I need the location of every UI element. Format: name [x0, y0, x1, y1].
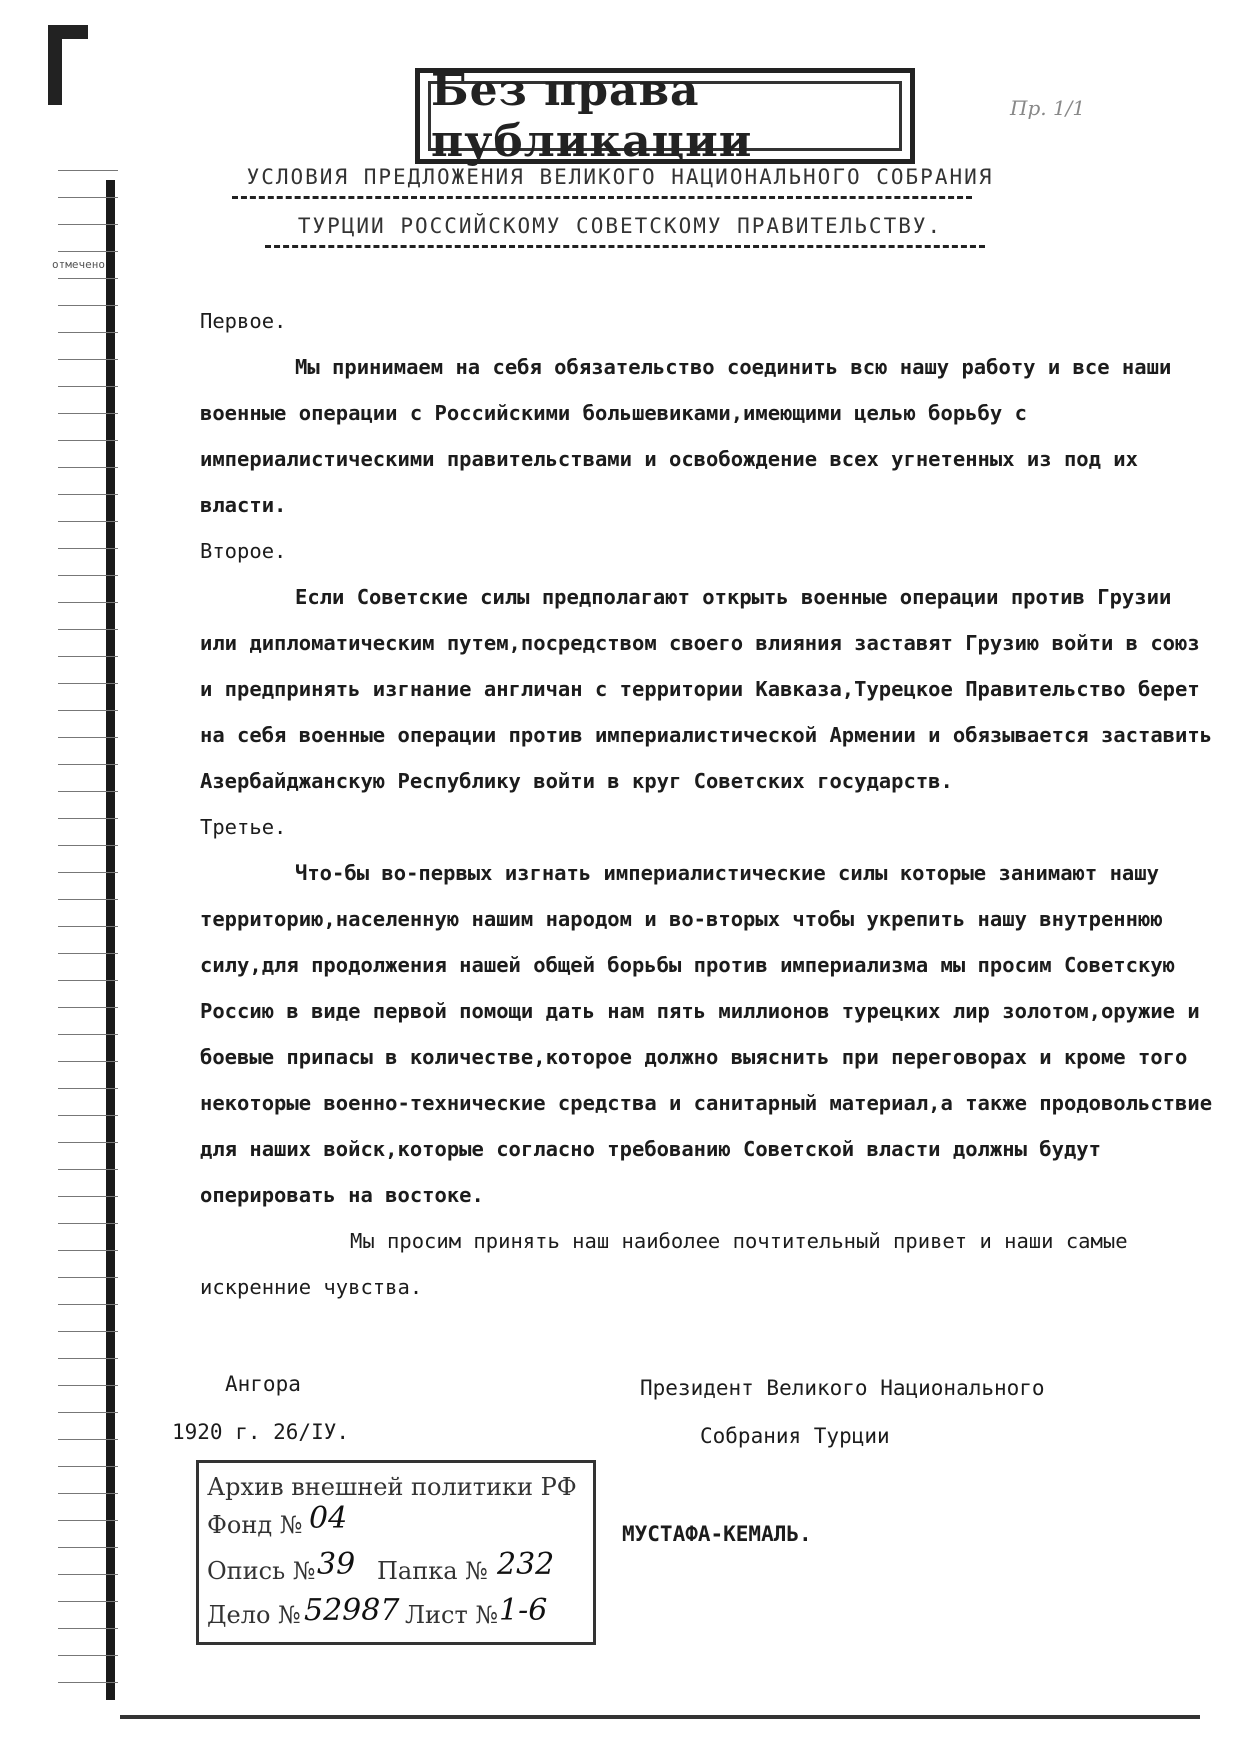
section-paragraph-2: Если Советские силы предполагают открыть военные операции против Грузии или дипломатическим путем,посредством своего влияния заставят Грузию войти в союз и предпринять изгнание англичан с территории Кавказа,Турецкое Правительство берет на себя военные операции против империалистической Армении и обязывается заставить Азербайджанскую Республику войти в круг Советских государств.	[200, 585, 1213, 793]
binding-tick	[58, 1628, 118, 1629]
binding-tick	[58, 1520, 118, 1521]
delo-label: Дело №	[207, 1601, 301, 1629]
side-note: отмечено	[52, 258, 105, 271]
binding-tick	[58, 1493, 118, 1494]
binding-tick	[58, 710, 118, 711]
section-paragraph-3: Что-бы во-первых изгнать империалистические силы которые занимают нашу территорию,населенную нашим народом и во-вторых чтобы укрепить нашу внутреннюю силу,для продолжения нашей общей борьбы против империализма мы просим Советскую Россию в виде первой помощи дать нам пять миллионов турецких лир золотом,оружие и боевые припасы в количестве,которое должно выяснить при переговорах и кроме того некоторые военно-технические средства и санитарный материал,а также продовольствие для наших войск,которые согласно требованию Советской власти должны будут оперировать на востоке.	[200, 861, 1213, 1207]
section-paragraph-1: Мы принимаем на себя обязательство соединить всю нашу работу и все наши военные операции с Российскими большевиками,имеющими целью борьбу с империалистическими правительствами и освобождение всех угнетенных из под их власти.	[200, 355, 1172, 517]
signature-title-2: Собрания Турции	[700, 1424, 890, 1448]
section-label-2: Второе.	[200, 539, 287, 563]
binding-tick	[58, 1250, 118, 1251]
binding-tick	[58, 656, 118, 657]
section-label-3: Третье.	[200, 815, 287, 839]
binding-tick	[58, 494, 118, 495]
heading-underline-2	[265, 245, 985, 248]
binding-tick	[58, 548, 118, 549]
binding-tick	[58, 1088, 118, 1089]
binding-tick	[58, 980, 118, 981]
binding-tick	[58, 1061, 118, 1062]
binding-tick	[58, 683, 118, 684]
opis-label: Опись №	[207, 1557, 316, 1585]
binding-tick	[58, 575, 118, 576]
binding-tick	[58, 197, 118, 198]
binding-tick	[58, 1223, 118, 1224]
binding-tick	[58, 359, 118, 360]
binding-tick	[58, 899, 118, 900]
binding-tick	[58, 1547, 118, 1548]
binding-tick	[58, 413, 118, 414]
list-value: 1-6	[499, 1593, 548, 1628]
binding-tick	[58, 440, 118, 441]
papka-value: 232	[497, 1547, 555, 1582]
binding-tick	[58, 1601, 118, 1602]
binding-tick	[58, 791, 118, 792]
fond-label: Фонд №	[207, 1511, 303, 1539]
binding-tick	[58, 332, 118, 333]
binding-tick	[58, 1007, 118, 1008]
list-label: Лист №	[405, 1601, 499, 1629]
binding-tick	[58, 602, 118, 603]
binding-tick	[58, 1655, 118, 1656]
binding-tick	[58, 953, 118, 954]
heading-underline-1	[232, 196, 972, 199]
binding-tick	[58, 1574, 118, 1575]
binding-tick	[58, 1034, 118, 1035]
binding-tick	[58, 1115, 118, 1116]
letter-body	[200, 298, 1220, 1310]
stamp-inner-border	[428, 65, 902, 167]
opis-value: 39	[317, 1547, 356, 1582]
bottom-edge-line	[120, 1715, 1200, 1719]
date: 1920 г. 26/IУ.	[172, 1420, 350, 1444]
binding-tick	[58, 521, 118, 522]
stamp-text: Без права публикации	[431, 65, 753, 167]
binding-bar	[106, 180, 115, 1700]
binding-tick	[58, 926, 118, 927]
binding-tick	[58, 305, 118, 306]
binding-tick	[58, 737, 118, 738]
binding-tick	[58, 1412, 118, 1413]
binding-tick	[58, 1196, 118, 1197]
binding-tick	[58, 1169, 118, 1170]
signature-title-1: Президент Великого Национального	[640, 1376, 1045, 1400]
binding-tick	[58, 1682, 118, 1683]
place: Ангора	[225, 1372, 301, 1396]
signature-name: МУСТАФА-КЕМАЛЬ.	[622, 1522, 812, 1546]
section-label-1: Первое.	[200, 309, 287, 333]
binding-edge	[48, 20, 128, 1710]
binding-tick	[58, 251, 118, 252]
binding-tick	[58, 629, 118, 630]
binding-tick	[58, 467, 118, 468]
binding-tick	[58, 1304, 118, 1305]
binding-tick	[58, 1466, 118, 1467]
heading-line-1: УСЛОВИЯ ПРЕДЛОЖЕНИЯ ВЕЛИКОГО НАЦИОНАЛЬНОГО СОБРАНИЯ	[246, 165, 994, 189]
binding-tick	[58, 1358, 118, 1359]
binding-tick	[58, 1142, 118, 1143]
heading-line-2: ТУРЦИИ РОССИЙСКОМУ СОВЕТСКОМУ ПРАВИТЕЛЬСТВУ.	[297, 214, 943, 238]
delo-value: 52987	[304, 1593, 400, 1628]
binding-tick	[58, 764, 118, 765]
binding-tick	[58, 1385, 118, 1386]
closing-paragraph: Мы просим принять наш наиболее почтительный привет и наши самые искренние чувства.	[200, 1229, 1128, 1299]
binding-tick	[58, 1277, 118, 1278]
no-publication-stamp	[415, 65, 915, 167]
papka-label: Папка №	[377, 1557, 488, 1585]
archive-title: Архив внешней политики РФ	[207, 1473, 577, 1501]
binding-tick	[58, 872, 118, 873]
archive-stamp	[196, 1460, 596, 1645]
binding-tick	[58, 386, 118, 387]
corner-note: Пр. 1/1	[1010, 96, 1086, 120]
binding-tick	[58, 1331, 118, 1332]
binding-tick	[58, 818, 118, 819]
binding-tick	[58, 278, 118, 279]
binding-tick	[58, 1439, 118, 1440]
fond-value: 04	[309, 1501, 348, 1536]
binding-tick	[58, 845, 118, 846]
